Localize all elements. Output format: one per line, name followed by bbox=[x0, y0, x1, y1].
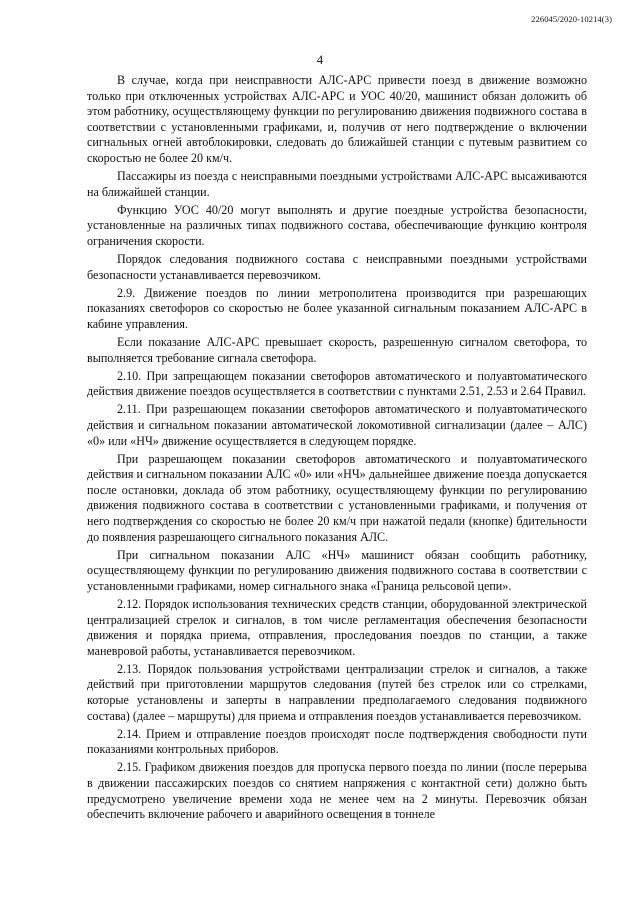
paragraph: 2.15. Графиком движения поездов для пропуска первого поезда по линии (после перерыва в движении пассажирских поездов со снятием напряжения с контактной сети) должно быть предусмотрено увеличение времени хода не менее чем на 2 минуты. Перевозчик обязан обеспечить включение рабочего и аварийного освещения в тоннеле bbox=[87, 760, 587, 822]
paragraph: 2.14. Прием и отправление поездов происходят после подтверждения свободности пути показаниями контрольных приборов. bbox=[87, 726, 587, 757]
paragraph: В случае, когда при неисправности АЛС-АРС привести поезд в движение возможно только при отключенных устройствах АЛС-АРС и УОС 40/20, машинист обязан доложить об этом работнику, осуществляющему функции по регулированию движения подвижного состава в соответствии с установленными графиками, и, получив от него подтверждение о включении сигнальных огней автоблокировки, следовать до ближайшей станции с путевым развитием со скоростью не более 20 км/ч. bbox=[87, 73, 587, 165]
paragraph: При разрешающем показании светофоров автоматического и полуавтоматического действия и сигнальном показании АЛС «0» или «НЧ» дальнейшее движение поезда допускается после остановки, доклада об этом работнику, осуществляющему функции по регулированию движения подвижного состава в соответствии с установленными графиками, и получения от него подтверждения со скоростью не более 20 км/ч при нажатой педали (кнопке) бдительности до появления разрешающего сигнального показания АЛС. bbox=[87, 451, 587, 544]
document-body bbox=[87, 73, 587, 825]
paragraph: Порядок следования подвижного состава с неисправными поездными устройствами безопасности устанавливается перевозчиком. bbox=[87, 252, 587, 282]
paragraph: 2.11. При разрешающем показании светофоров автоматического и полуавтоматического действия и сигнальном показании автоматической локомотивной сигнализации (далее – АЛС) «0» или «НЧ» движение осуществляется в следующем порядке. bbox=[87, 402, 587, 448]
document-number: 226045/2020-10214(3) bbox=[531, 14, 612, 24]
paragraph: Пассажиры из поезда с неисправными поездными устройствами АЛС-АРС высаживаются на ближайшей станции. bbox=[87, 169, 587, 199]
paragraph: 2.9. Движение поездов по линии метрополитена производится при разрешающих показаниях светофоров со скоростью не более указанной сигнальным показанием АЛС-АРС в кабине управления. bbox=[87, 285, 587, 331]
paragraph: При сигнальном показании АЛС «НЧ» машинист обязан сообщить работнику, осуществляющему функции по регулированию движения подвижного состава в соответствии с установленными графиками, номер сигнального знака «Граница рельсовой цепи». bbox=[87, 547, 587, 593]
paragraph: 2.12. Порядок использования технических средств станции, оборудованной электрической централизацией стрелок и сигналов, в том числе регламентация обеспечения безопасности движения и порядка приема, отправления, проследования поездов по станции, а также маневровой работы, устанавливается перевозчиком. bbox=[87, 597, 587, 658]
paragraph: 2.13. Порядок пользования устройствами централизации стрелок и сигналов, а также действий при приготовлении маршрутов следования (путей без стрелок или со стрелками, которые установлены и заперты в направлении предполагаемого следования подвижного состава) (далее – маршруты) для приема и отправления поездов устанавливается перевозчиком. bbox=[87, 661, 587, 723]
paragraph: Если показание АЛС-АРС превышает скорость, разрешенную сигналом светофора, то выполняется требование сигнала светофора. bbox=[87, 335, 587, 365]
page-number: 4 bbox=[316, 52, 324, 67]
paragraph: 2.10. При запрещающем показании светофоров автоматического и полуавтоматического действия движение поездов осуществляется в соответствии с пунктами 2.51, 2.53 и 2.64 Правил. bbox=[87, 368, 587, 399]
paragraph: Функцию УОС 40/20 могут выполнять и другие поездные устройства безопасности, установленные на различных типах подвижного состава, обеспечивающие функцию контроля ограничения скорости. bbox=[87, 202, 587, 248]
